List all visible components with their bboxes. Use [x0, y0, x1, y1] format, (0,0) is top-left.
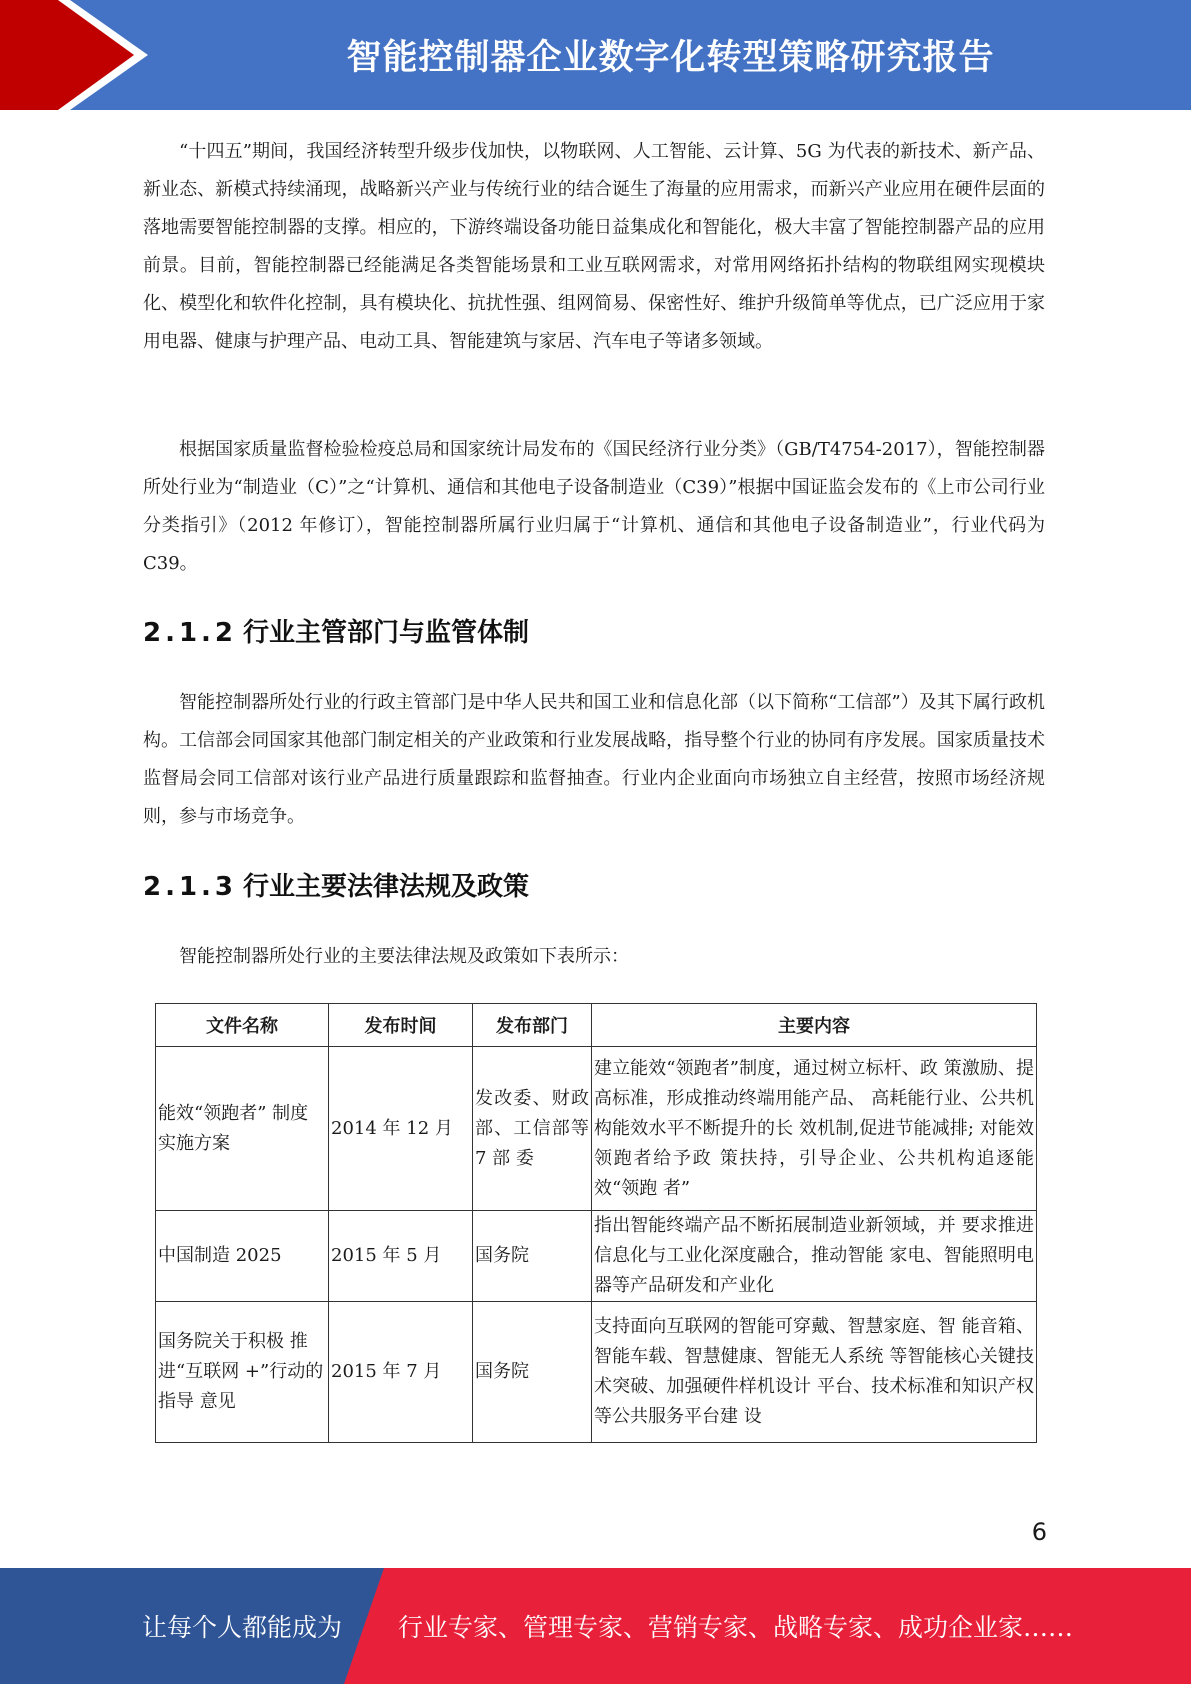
table-intro-paragraph: 智能控制器所处行业的主要法律法规及政策如下表所示：: [179, 946, 629, 967]
cell-date: 2015 年 7 月: [329, 1302, 473, 1443]
report-title: 智能控制器企业数字化转型策略研究报告: [346, 38, 995, 78]
cell-date: 2014 年 12 月: [329, 1047, 473, 1211]
table-header-row: [156, 1004, 1037, 1047]
page-number: 6: [1031, 1518, 1047, 1546]
cell-dept: 发改委、财政部、工信部等 7 部 委: [473, 1047, 592, 1211]
cell-date: 2015 年 5 月: [329, 1211, 473, 1302]
cell-dept: 国务院: [473, 1302, 592, 1443]
regulator-paragraph: 智能控制器所处行业的行政主管部门是中华人民共和国工业和信息化部（以下简称“工信部”）及其下属行政机构。工信部会同国家其他部门制定相关的产业政策和行业发展战略，指导整个行业的协同有序发展。国家质量技术监督局会同工信部对该行业产品进行质量跟踪和监督抽查。行业内企业面向市场独立自主经营，按照市场经济规则，参与市场竞争。: [143, 692, 1045, 827]
column-header-content: 主要内容: [592, 1004, 1037, 1047]
section-heading-2-1-3: [143, 866, 529, 903]
footer-slogan-lead: 让每个人都能成为: [142, 1613, 343, 1642]
policy-table: [155, 1003, 1037, 1443]
page-header: [0, 0, 1191, 110]
section-title: 行业主管部门与监管体制: [243, 618, 530, 648]
classification-paragraph: 根据国家质量监督检验检疫总局和国家统计局发布的《国民经济行业分类》（GB/T4754-2017），智能控制器所处行业为“制造业（C）”之“计算机、通信和其他电子设备制造业（C39）”根据中国证监会发布的《上市公司行业分类指引》（2012 年修订），智能控制器所属行业归属于“计算机、通信和其他电子设备制造业”，行业代码为 C39。: [143, 439, 1045, 574]
column-header-date: 发布时间: [329, 1004, 473, 1047]
column-header-name: 文件名称: [156, 1004, 329, 1047]
section-number: 2.1.2: [143, 618, 238, 648]
column-header-dept: 发布部门: [473, 1004, 592, 1047]
cell-content: 建立能效“领跑者”制度，通过树立标杆、政 策激励、提高标准，形成推动终端用能产品、 高耗能行业、公共机构能效水平不断提升的长 效机制,促进节能减排; 对能效领跑者给予政 策扶持，引导企业、公共机构追逐能效“领跑 者”: [592, 1047, 1037, 1211]
cell-name: 国务院关于积极 推进“互联网 +”行动的指导 意见: [156, 1302, 329, 1443]
cell-name: 能效“领跑者” 制度实施方案: [156, 1047, 329, 1211]
intro-paragraph: “十四五”期间，我国经济转型升级步伐加快，以物联网、人工智能、云计算、5G 为代表的新技术、新产品、新业态、新模式持续涌现，战略新兴产业与传统行业的结合诞生了海量的应用需求，而新兴产业应用在硬件层面的落地需要智能控制器的支撑。相应的，下游终端设备功能日益集成化和智能化，极大丰富了智能控制器产品的应用前景。目前，智能控制器已经能满足各类智能场景和工业互联网需求，对常用网络拓扑结构的物联组网实现模块化、模型化和软件化控制，具有模块化、抗扰性强、组网简易、保密性好、维护升级简单等优点，已广泛应用于家用电器、健康与护理产品、电动工具、智能建筑与家居、汽车电子等诸多领域。: [143, 141, 1045, 352]
cell-dept: 国务院: [473, 1211, 592, 1302]
cell-name: 中国制造 2025: [156, 1211, 329, 1302]
section-heading-2-1-2: [143, 612, 529, 649]
table-row: [156, 1302, 1037, 1443]
table-row: [156, 1211, 1037, 1302]
section-number: 2.1.3: [143, 872, 238, 902]
footer-slogan-roles: 行业专家、管理专家、营销专家、战略专家、成功企业家……: [398, 1613, 1074, 1642]
page-footer: [0, 1568, 1191, 1684]
cell-content: 指出智能终端产品不断拓展制造业新领域，并 要求推进信息化与工业化深度融合，推动智能 家电、智能照明电器等产品研发和产业化: [592, 1211, 1037, 1302]
cell-content: 支持面向互联网的智能可穿戴、智慧家庭、智 能音箱、智能车载、智慧健康、智能无人系统 等智能核心关键技术突破、加强硬件样机设计 平台、技术标准和知识产权等公共服务平台建 设: [592, 1302, 1037, 1443]
section-title: 行业主要法律法规及政策: [243, 872, 530, 902]
table-row: [156, 1047, 1037, 1211]
